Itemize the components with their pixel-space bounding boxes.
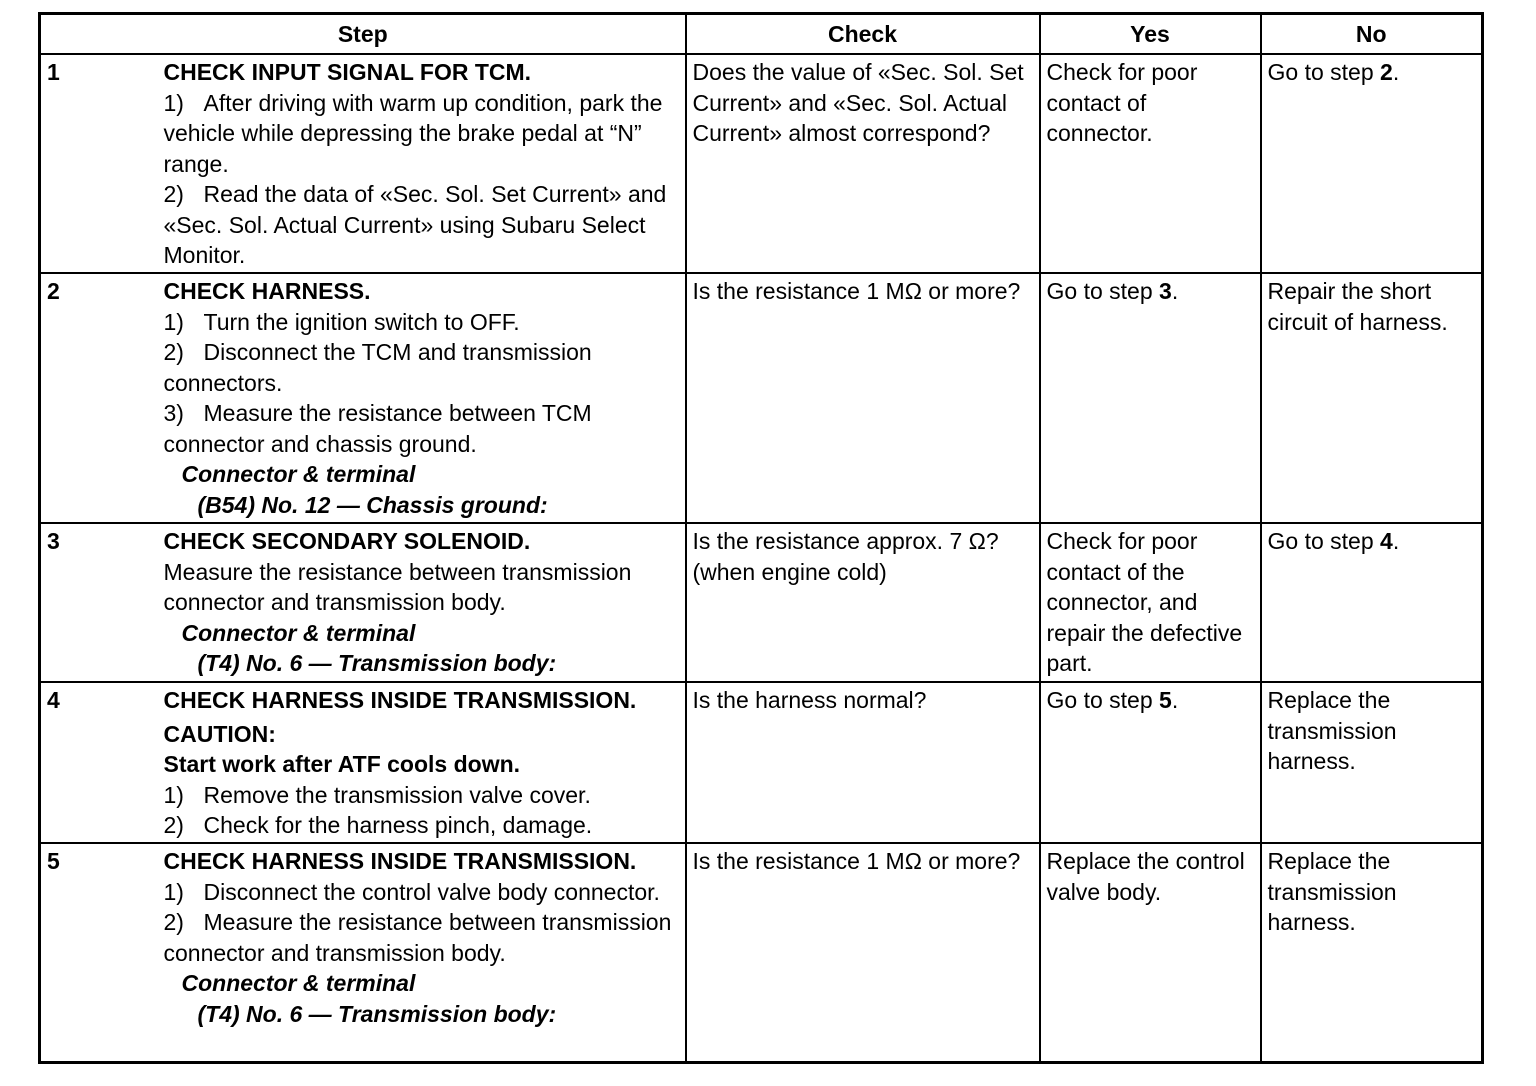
table-row-step-1	[40, 54, 1483, 273]
step-description	[164, 682, 686, 843]
substep: 1) Remove the transmission valve cover.	[163, 781, 591, 808]
no-cell: Go to step 2.	[1261, 54, 1483, 273]
check-cell: Is the resistance 1 MΩ or more?	[686, 843, 1040, 1062]
table-row-step-3	[40, 523, 1483, 682]
yes-cell: Check for poor contact of the connector, and repair the defective part.	[1040, 523, 1261, 682]
connector-terminal: (T4) No. 6 — Transmission body:	[197, 1000, 557, 1027]
connector-terminal: (T4) No. 6 — Transmission body:	[197, 650, 557, 676]
table-row-step-2	[40, 273, 1483, 523]
step-number: 5	[40, 843, 164, 1062]
check-cell: Is the harness normal?	[686, 682, 1040, 843]
yes-cell: Check for poor contact of connector.	[1040, 54, 1261, 273]
step-title: CHECK HARNESS.	[163, 278, 371, 304]
step-reference: 3	[1159, 278, 1172, 304]
step-description	[164, 273, 686, 523]
step-reference: 5	[1159, 687, 1172, 713]
header-yes: Yes	[1040, 14, 1261, 55]
connector-terminal: (B54) No. 12 — Chassis ground:	[197, 491, 548, 518]
substep: 3) Measure the resistance between TCM connector and chassis ground.	[163, 400, 592, 457]
step-number: 3	[40, 523, 164, 682]
substep: 2) Disconnect the TCM and transmission connectors.	[163, 339, 592, 396]
step-number: 1	[40, 54, 164, 273]
step-number: 4	[40, 682, 164, 843]
no-cell: Repair the short circuit of harness.	[1261, 273, 1483, 523]
substep: 2) Check for the harness pinch, damage.	[163, 812, 593, 838]
caution-label: CAUTION:	[163, 720, 276, 747]
yes-cell: Go to step 3.	[1040, 273, 1261, 523]
no-cell: Replace the transmission harness.	[1261, 843, 1483, 1062]
check-cell: Does the value of «Sec. Sol. Set Current» and «Sec. Sol. Actual Current» almost correspond?	[686, 54, 1040, 273]
connector-heading: Connector & terminal	[181, 619, 416, 646]
check-cell: Is the resistance approx. 7 Ω? (when engine cold)	[686, 523, 1040, 682]
yes-cell: Go to step 5.	[1040, 682, 1261, 843]
header-no: No	[1261, 14, 1483, 55]
step-number: 2	[40, 273, 164, 523]
step-description	[164, 523, 686, 682]
step-title: CHECK SECONDARY SOLENOID.	[163, 528, 531, 554]
step-intro: Measure the resistance between transmission connector and transmission body.	[163, 558, 632, 615]
substep: 2) Measure the resistance between transmission connector and transmission body.	[163, 909, 672, 966]
step-description	[164, 843, 686, 1062]
substep: 1) Turn the ignition switch to OFF.	[163, 308, 520, 335]
substep: 1) Disconnect the control valve body connector.	[163, 878, 660, 905]
check-cell: Is the resistance 1 MΩ or more?	[686, 273, 1040, 523]
yes-cell: Replace the control valve body.	[1040, 843, 1261, 1062]
table-row-step-4	[40, 682, 1483, 843]
connector-heading: Connector & terminal	[181, 970, 416, 996]
connector-heading: Connector & terminal	[181, 461, 416, 487]
step-title: CHECK HARNESS INSIDE TRANSMISSION.	[163, 848, 637, 874]
step-title: CHECK INPUT SIGNAL FOR TCM.	[163, 59, 532, 85]
no-cell: Go to step 4.	[1261, 523, 1483, 682]
no-cell: Replace the transmission harness.	[1261, 682, 1483, 843]
header-step: Step	[40, 14, 686, 55]
substep: 2) Read the data of «Sec. Sol. Set Current» and «Sec. Sol. Actual Current» using Subaru Select Monitor.	[163, 181, 667, 268]
step-description	[164, 54, 686, 273]
diagnostic-table	[38, 12, 1484, 1064]
step-reference: 2	[1380, 59, 1393, 85]
header-check: Check	[686, 14, 1040, 55]
header-row	[40, 14, 1483, 55]
step-reference: 4	[1380, 528, 1393, 554]
table-row-step-5	[40, 843, 1483, 1062]
caution-text: Start work after ATF cools down.	[163, 751, 521, 777]
step-title: CHECK HARNESS INSIDE TRANSMISSION.	[163, 687, 637, 713]
substep: 1) After driving with warm up condition, park the vehicle while depressing the brake pedal at “N” range.	[163, 89, 663, 177]
